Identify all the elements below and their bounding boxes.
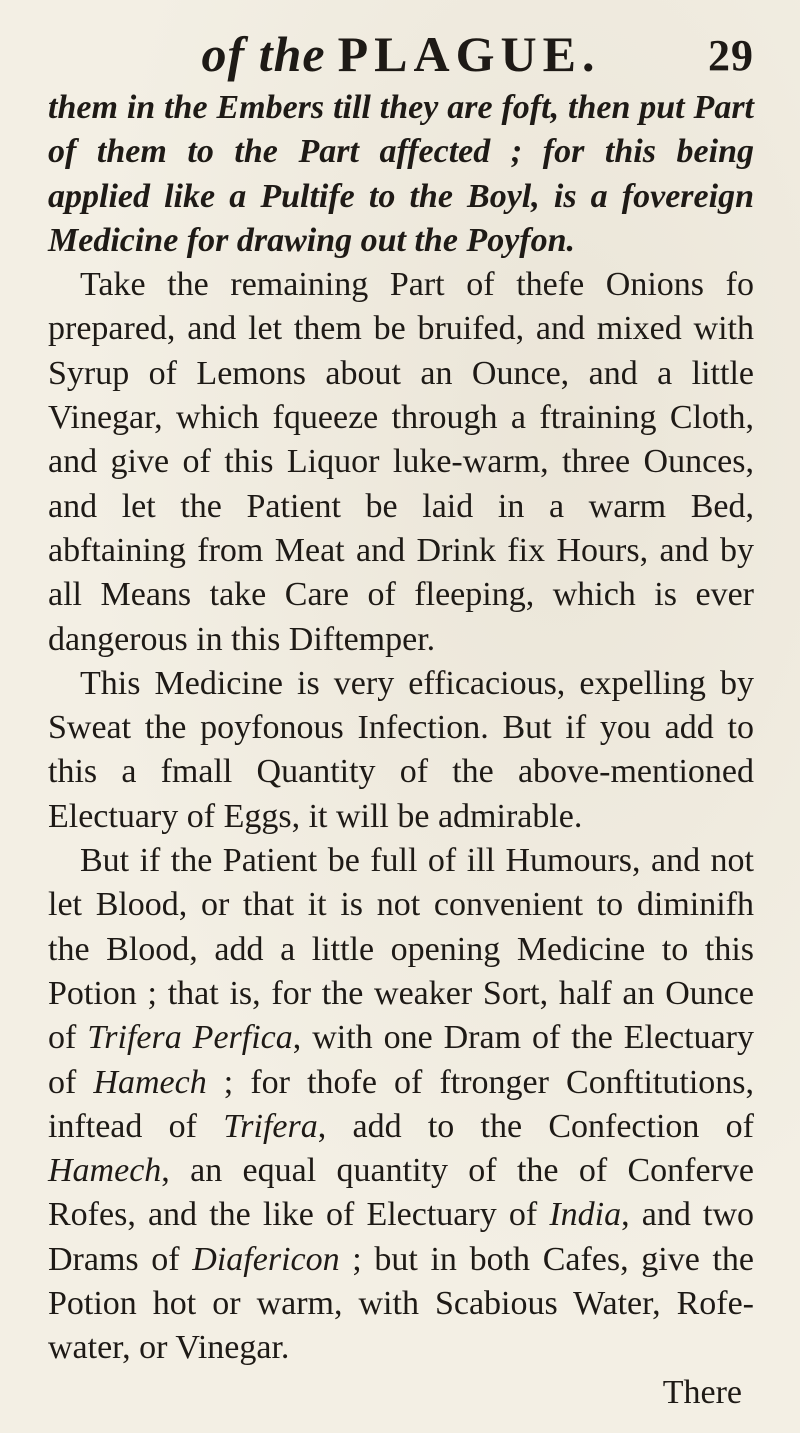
- p4-text-c: , with one Dram of the Electuary of: [48, 1019, 754, 1101]
- p4-text-k: , and two Drams of: [48, 1196, 755, 1278]
- p4-name-trifera: Trifera: [223, 1107, 318, 1145]
- catchword-line: [48, 1371, 754, 1415]
- body-text: [48, 86, 754, 1415]
- p4-text-e: ; for thofe of ftronger Conftitutions, inftead of: [48, 1063, 754, 1145]
- paragraph-3: This Medicine is very efficacious, expelling by Sweat the poyfonous Infection. But if you add to this a fmall Quantity of the above-mentioned Electuary of Eggs, it will be admirable.: [48, 664, 754, 835]
- p4-text-m: ; but in both Cafes, give the Potion hot or warm, with Scabious Water, Rofe-water, or Vinegar.: [48, 1240, 754, 1367]
- running-header: [48, 22, 754, 86]
- paragraph-2: Take the remaining Part of thefe Onions fo prepared, and let them be bruifed, and mixed with Syrup of Lemons about an Ounce, and a little Vinegar, which fqueeze through a ftraining Cloth, and give of this Liquor luke-warm, three Ounces, and let the Patient be laid in a warm Bed, abftaining from Meat and Drink fix Hours, and by all Means take Care of fleeping, which is ever dangerous in this Diftemper.: [48, 266, 754, 658]
- catchword: There: [662, 1373, 742, 1411]
- p4-name-hamech-1: Hamech: [93, 1063, 207, 1101]
- p4-name-hamech-2: Hamech: [48, 1152, 162, 1190]
- page-number: 29: [708, 31, 754, 80]
- p4-name-diafericon: Diafericon: [192, 1240, 340, 1278]
- paragraph-4: [48, 839, 754, 1371]
- header-title: PLAGUE.: [337, 26, 601, 82]
- p4-text-a: But if the Patient be full of ill Humours, and not let Blood, or that it is not convenient to diminifh the Blood, add a little opening Medicine to this Potion ; that is, for the weaker Sort, half an Ounce of: [48, 842, 754, 1057]
- header-title-of: of the: [201, 26, 326, 82]
- p4-text-i: , an equal quantity of the of Conferve Rofes, and the like of Electuary of: [48, 1152, 754, 1234]
- p4-name-india: India: [549, 1196, 622, 1234]
- paragraph-1: them in the Embers till they are foft, then put Part of them to the Part affected ; for this being applied like a Pultife to the Boyl, is a fovereign Medicine for drawing out the Poyfon.: [48, 89, 754, 259]
- p4-text-g: , add to the Confection of: [317, 1107, 754, 1145]
- p4-name-trifera-perfica: Trifera Perfica: [87, 1019, 293, 1057]
